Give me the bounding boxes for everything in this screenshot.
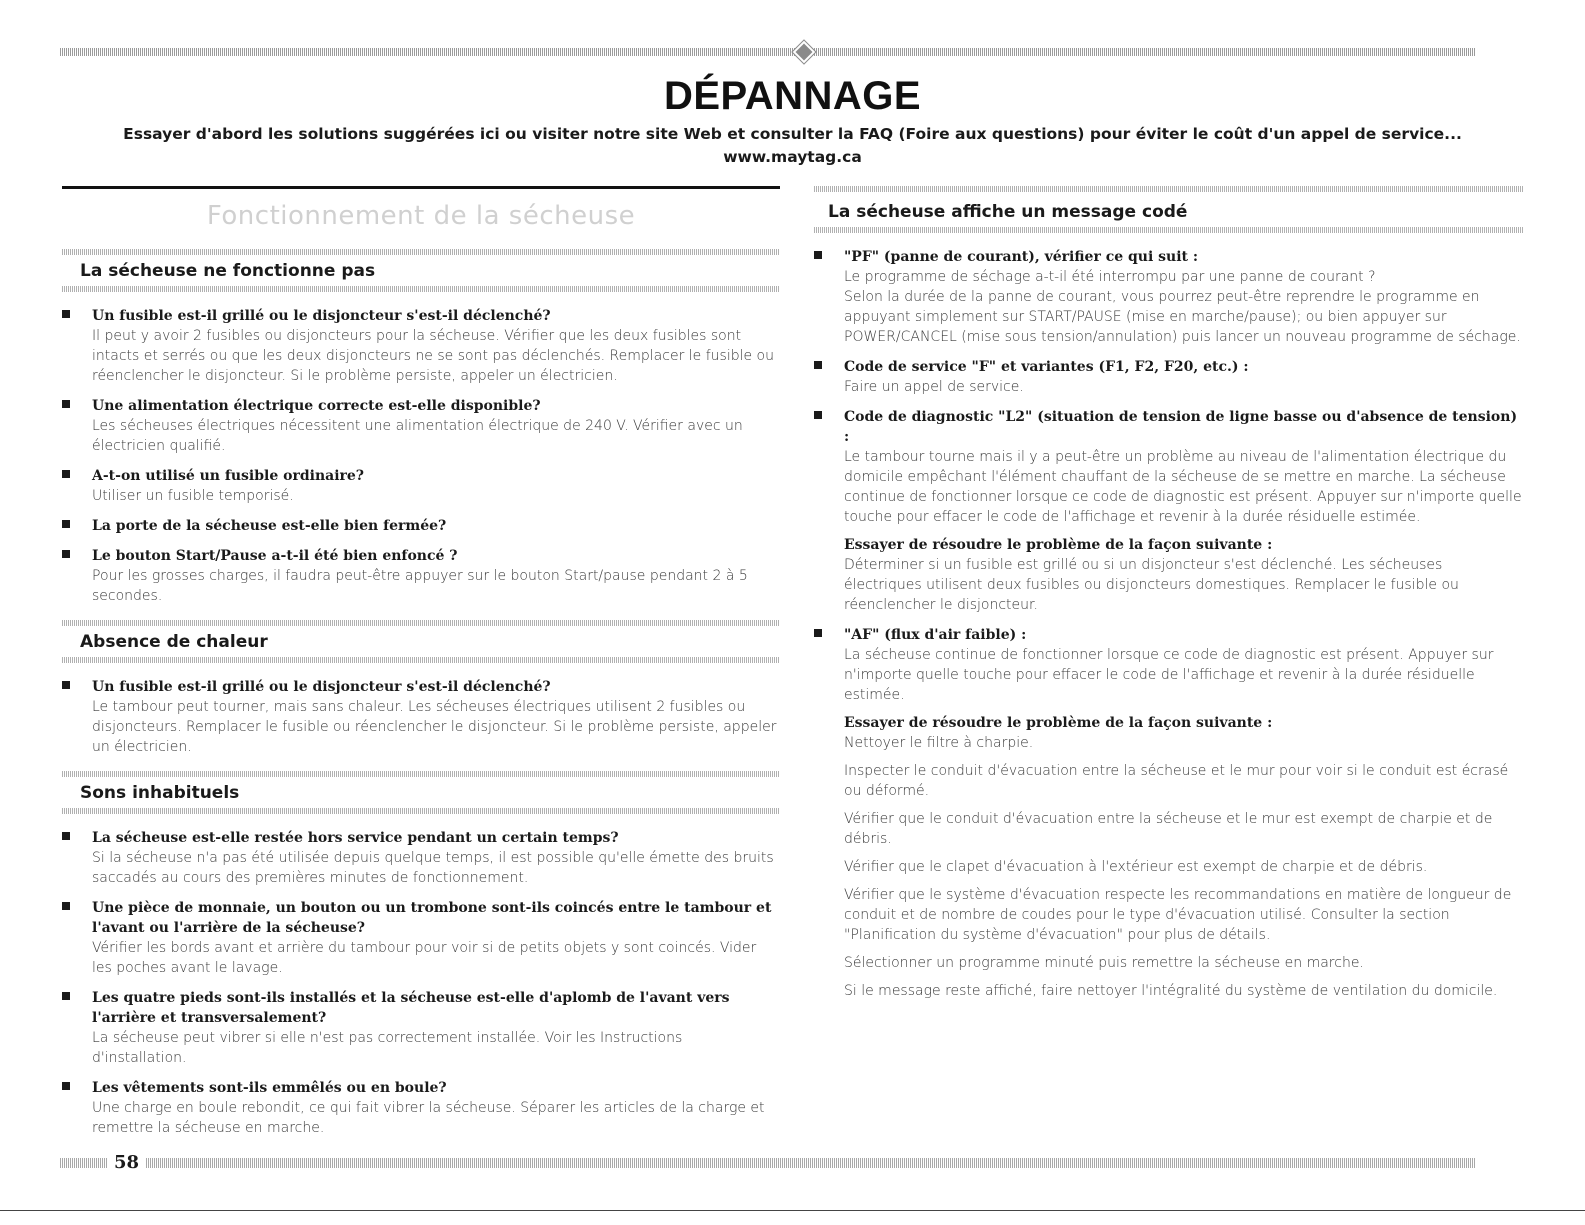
checklist-unusual-sounds (62, 828, 780, 1138)
left-column (62, 186, 780, 1152)
solution-heading: Essayer de résoudre le problème de la façon suivante : (844, 715, 1273, 731)
footer-hatch-band (60, 1158, 1475, 1168)
divider (814, 227, 1524, 233)
list-item (62, 516, 780, 536)
answer: La sécheuse peut vibrer si elle n'est pas correctement installée. Voir les Instructions d'installation. (92, 1030, 683, 1066)
intro-text (40, 123, 1545, 169)
bullet-icon (814, 411, 822, 419)
column-top-rule (62, 186, 780, 189)
answer: Une charge en boule rebondit, ce qui fait vibrer la sécheuse. Séparer les articles de la charge et remettre la sécheuse en marche. (92, 1100, 765, 1136)
question: Code de service "F" et variantes (F1, F2, F20, etc.) : (844, 359, 1249, 375)
list-item-af (814, 625, 1524, 1001)
answer: La sécheuse continue de fonctionner lorsque ce code de diagnostic est présent. Appuyer sur n'importe quelle touche pour effacer le code de l'affichage et revenir à la durée résiduelle estimée. (844, 647, 1494, 703)
bullet-icon (62, 520, 70, 528)
solution-step: Nettoyer le filtre à charpie. (844, 735, 1034, 751)
answer: Les sécheuses électriques nécessitent une alimentation électrique de 240 V. Vérifier avec un électricien qualifié. (92, 418, 743, 454)
list-item (62, 677, 780, 757)
solution-step: Si le message reste affiché, faire nettoyer l'intégralité du système de ventilation du domicile. (844, 983, 1498, 999)
question: A-t-on utilisé un fusible ordinaire? (92, 468, 365, 484)
bullet-icon (62, 1082, 70, 1090)
answer: Vérifier les bords avant et arrière du tambour pour voir si de petits objets y sont coincés. Vider les poches avant le lavage. (92, 940, 757, 976)
list-item-l2 (814, 407, 1524, 615)
answer: Selon la durée de la panne de courant, vous pourrez peut-être reprendre le programme en appuyant simplement sur START/PAUSE (mise en marche/pause); ou bien appuyer sur POWER/CANCEL (mise sous tension/annulation) puis lancer un nouveau programme de séchage. (844, 289, 1521, 345)
answer: Le tambour tourne mais il y a peut-être un problème au niveau de l'alimentation électrique du domicile empêchant l'élément chauffant de la sécheuse de se mettre en marche. La sécheuse continue de fonctionner lorsque ce code de diagnostic est présent. Appuyer sur n'importe quelle touche pour effacer le code de l'affichage et revenir à la durée résiduelle estimée. (844, 449, 1522, 525)
website-url: www.maytag.ca (723, 148, 862, 166)
list-item (62, 988, 780, 1068)
list-item (62, 898, 780, 978)
list-item (62, 1078, 780, 1138)
question: La sécheuse est-elle restée hors service pendant un certain temps? (92, 830, 619, 846)
answer: Le programme de séchage a-t-il été interrompu par une panne de courant ? (844, 269, 1376, 285)
heading-no-heat: Absence de chaleur (80, 632, 268, 652)
divider (62, 286, 780, 292)
heading-unusual-sounds: Sons inhabituels (80, 783, 240, 803)
header-hatch-band (60, 48, 1475, 56)
question: Un fusible est-il grillé ou le disjoncteur s'est-il déclenché? (92, 679, 551, 695)
solution-heading: Essayer de résoudre le problème de la façon suivante : (844, 537, 1273, 553)
question: Code de diagnostic "L2" (situation de tension de ligne basse ou d'absence de tension) : (844, 409, 1518, 445)
answer: Le tambour peut tourner, mais sans chaleur. Les sécheuses électriques utilisent 2 fusibles ou disjoncteurs. Remplacer le fusible ou réenclencher le disjoncteur. Si le problème persiste, appeler un électricien. (92, 699, 777, 755)
question: Une alimentation électrique correcte est-elle disponible? (92, 398, 541, 414)
bullet-icon (62, 400, 70, 408)
heading-coded-message: La sécheuse affiche un message codé (828, 202, 1188, 222)
solution-step: Vérifier que le clapet d'évacuation à l'extérieur est exempt de charpie et de débris. (844, 859, 1428, 875)
bullet-icon (62, 310, 70, 318)
checklist-dryer-not-working (62, 306, 780, 606)
question: "PF" (panne de courant), vérifier ce qui suit : (844, 249, 1199, 265)
list-item (62, 466, 780, 506)
list-item (62, 546, 780, 606)
list-item (62, 828, 780, 888)
divider (62, 657, 780, 663)
answer: Pour les grosses charges, il faudra peut-être appuyer sur le bouton Start/pause pendant 2 à 5 secondes. (92, 568, 748, 604)
checklist-no-heat (62, 677, 780, 757)
intro-line-1: Essayer d'abord les solutions suggérées ici ou visiter notre site Web et consulter la FAQ (Foire aux questions) pour éviter le coût d'un appel de service... (123, 125, 1462, 143)
question: Une pièce de monnaie, un bouton ou un trombone sont-ils coincés entre le tambour et l'avant ou l'arrière de la sécheuse? (92, 900, 772, 936)
question: Les quatre pieds sont-ils installés et la sécheuse est-elle d'aplomb de l'avant vers l'arrière et transversalement? (92, 990, 730, 1026)
question: La porte de la sécheuse est-elle bien fermée? (92, 518, 447, 534)
bullet-icon (814, 361, 822, 369)
bullet-icon (62, 470, 70, 478)
answer: Déterminer si un fusible est grillé ou si un disjoncteur s'est déclenché. Les sécheuses électriques utilisent deux fusibles ou disjoncteurs domestiques. Remplacer le fusible ou réenclencher le disjoncteur. (844, 557, 1459, 613)
answer: Si la sécheuse n'a pas été utilisée depuis quelque temps, il est possible qu'elle émette des bruits saccadés au cours des premières minutes de fonctionnement. (92, 850, 774, 886)
bullet-icon (814, 629, 822, 637)
question: Les vêtements sont-ils emmêlés ou en boule? (92, 1080, 447, 1096)
footer-decorative-rule (60, 1152, 1475, 1174)
question: "AF" (flux d'air faible) : (844, 627, 1027, 643)
solution-step: Sélectionner un programme minuté puis remettre la sécheuse en marche. (844, 955, 1364, 971)
heading-dryer-not-working: La sécheuse ne fonctionne pas (80, 261, 376, 281)
right-column (814, 186, 1524, 1015)
divider (62, 808, 780, 814)
answer: Il peut y avoir 2 fusibles ou disjoncteurs pour la sécheuse. Vérifier que les deux fusibles sont intacts et serrés ou que les deux disjoncteurs ne se sont pas déclenchés. Remplacer le fusible ou réenclencher le disjoncteur. Si le problème persiste, appeler un électricien. (92, 328, 774, 384)
bullet-icon (814, 251, 822, 259)
page-bottom-line (0, 1210, 1585, 1211)
solution-step: Inspecter le conduit d'évacuation entre la sécheuse et le mur pour voir si le conduit est écrasé ou déformé. (844, 763, 1509, 799)
answer: Faire un appel de service. (844, 379, 1024, 395)
solution-step: Vérifier que le conduit d'évacuation entre la sécheuse et le mur est exempt de charpie et de débris. (844, 811, 1493, 847)
list-item (62, 396, 780, 456)
answer: Utiliser un fusible temporisé. (92, 488, 294, 504)
section-title-dryer-operation: Fonctionnement de la sécheuse (206, 201, 636, 231)
page-title: DÉPANNAGE (663, 74, 922, 118)
header-decorative-rule (60, 44, 1475, 60)
bullet-icon (62, 550, 70, 558)
bullet-icon (62, 681, 70, 689)
question: Le bouton Start/Pause a-t-il été bien enfoncé ? (92, 548, 458, 564)
list-item-f (814, 357, 1524, 397)
question: Un fusible est-il grillé ou le disjoncteur s'est-il déclenché? (92, 308, 551, 324)
solution-step: Vérifier que le système d'évacuation respecte les recommandations en matière de longueur de conduit et de nombre de coudes pour le type d'évacuation utilisé. Consulter la section "Planification du système d'évacuation" pour plus de détails. (844, 887, 1512, 943)
list-item-pf (814, 247, 1524, 347)
diamond-ornament-icon (793, 41, 816, 64)
checklist-codes (814, 247, 1524, 1001)
bullet-icon (62, 992, 70, 1000)
bullet-icon (62, 832, 70, 840)
page-number: 58 (108, 1152, 145, 1173)
list-item (62, 306, 780, 386)
bullet-icon (62, 902, 70, 910)
